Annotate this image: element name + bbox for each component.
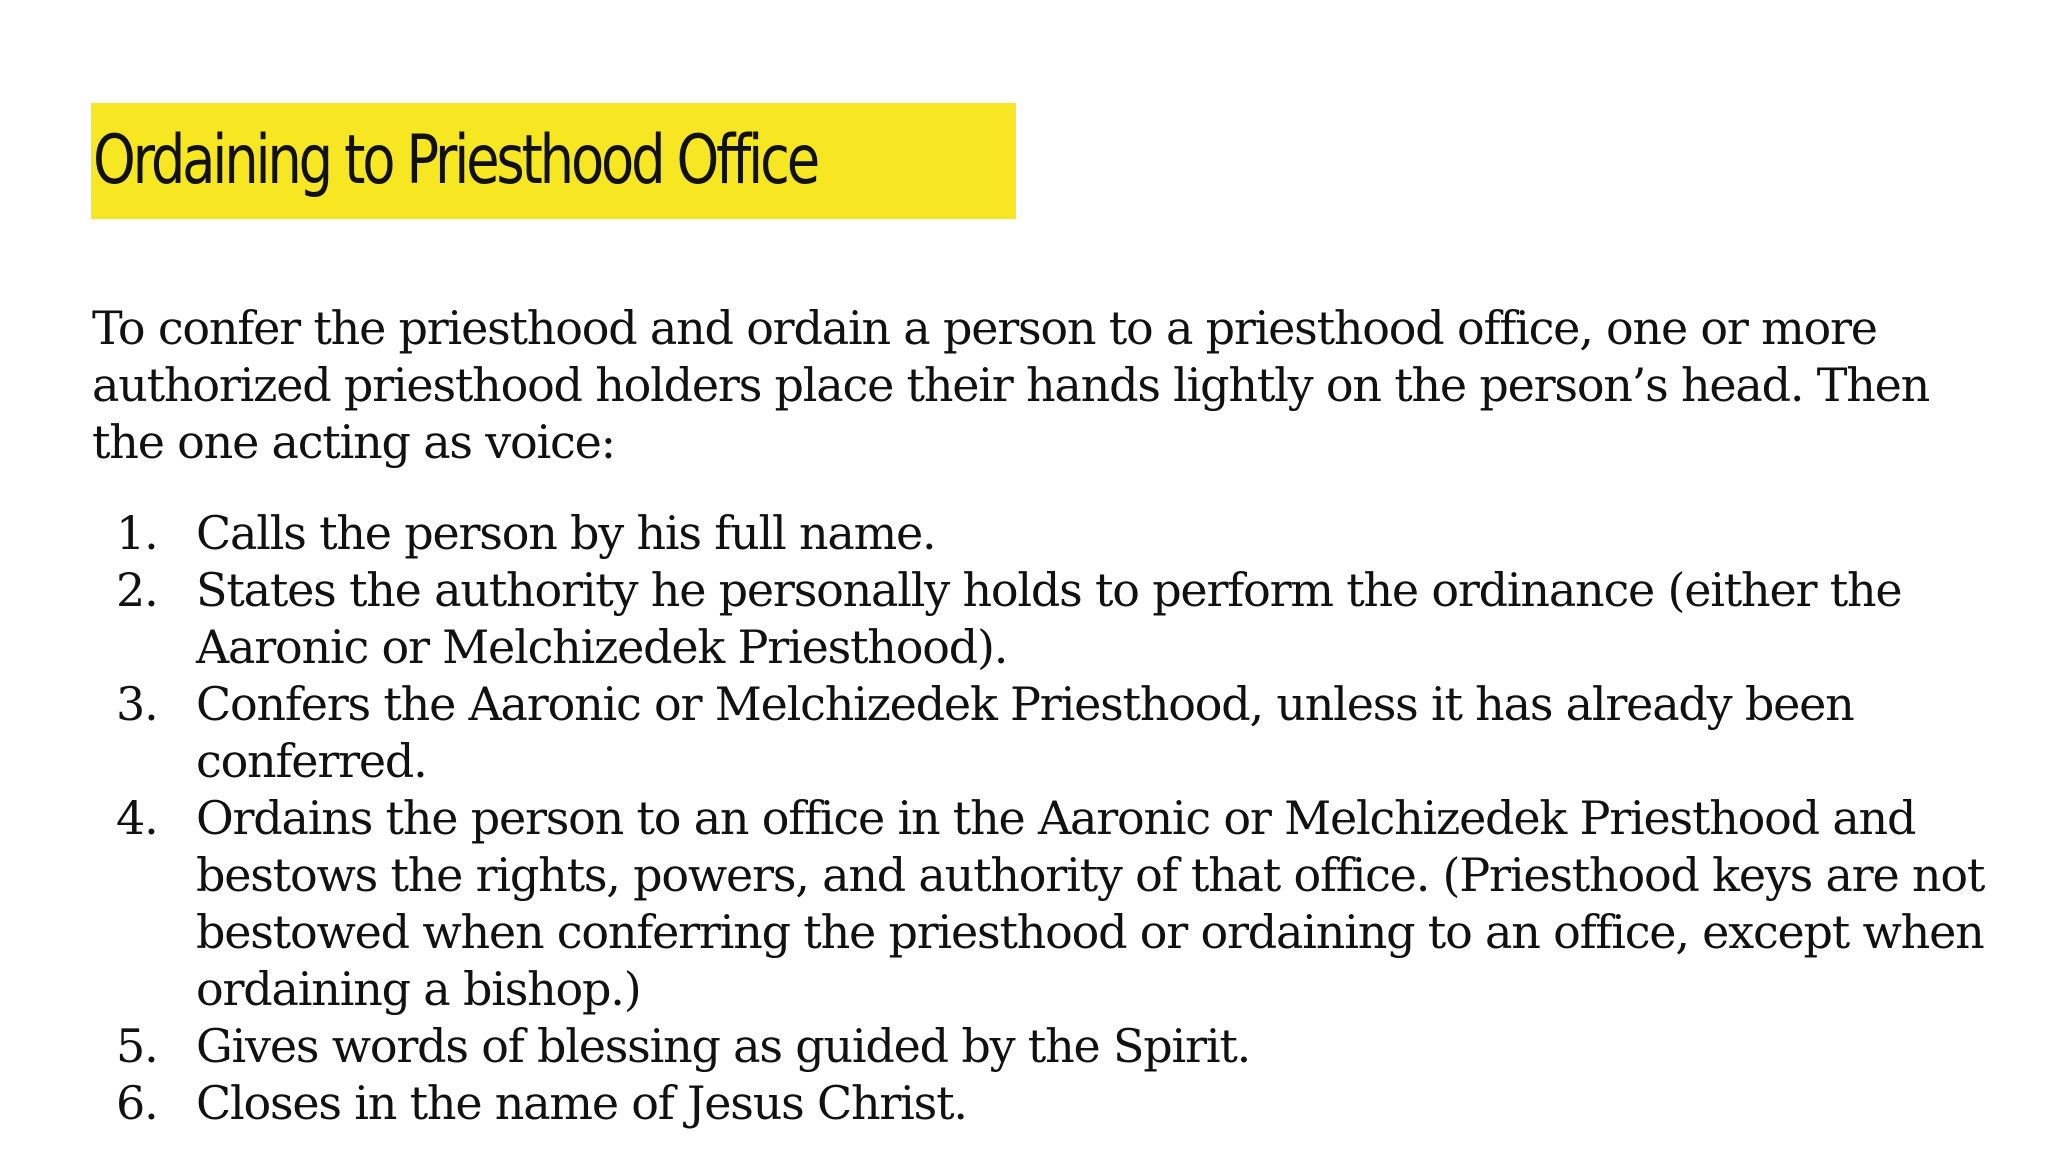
list-item [92,562,1992,676]
step-text: Closes in the name of Jesus Christ. [196,1076,967,1130]
step-text: Calls the person by his full name. [196,506,936,560]
step-text: Confers the Aaronic or Melchizedek Priesthood, unless it has already been conferred. [196,677,1854,788]
step-number: 5. [116,1019,158,1073]
list-item [92,676,1992,790]
intro-paragraph: To confer the priesthood and ordain a person to a priesthood office, one or more authorized priesthood holders place their hands lightly on the person’s head. Then the one acting as voice: [92,301,1930,469]
list-item [92,505,1992,562]
steps-list [92,505,1992,1132]
step-number: 4. [116,791,158,845]
slide-title: Ordaining to Priesthood Office [93,121,817,200]
step-text: States the authority he personally holds to perform the ordinance (either the Aaronic or Melchizedek Priesthood). [196,563,1902,674]
list-item [92,1018,1992,1075]
step-number: 6. [116,1076,158,1130]
title-highlight [91,103,1016,219]
step-number: 1. [116,506,158,560]
step-number: 2. [116,563,158,617]
step-text: Gives words of blessing as guided by the Spirit. [196,1019,1251,1073]
step-text: Ordains the person to an office in the Aaronic or Melchizedek Priesthood and bestows the rights, powers, and authority of that office. (Priesthood keys are not bestowed when conferring the priesthood or ordaining to an office, except when ordaining a bishop.) [196,791,1985,1016]
step-number: 3. [116,677,158,731]
list-item [92,1075,1992,1132]
list-item [92,790,1992,1018]
